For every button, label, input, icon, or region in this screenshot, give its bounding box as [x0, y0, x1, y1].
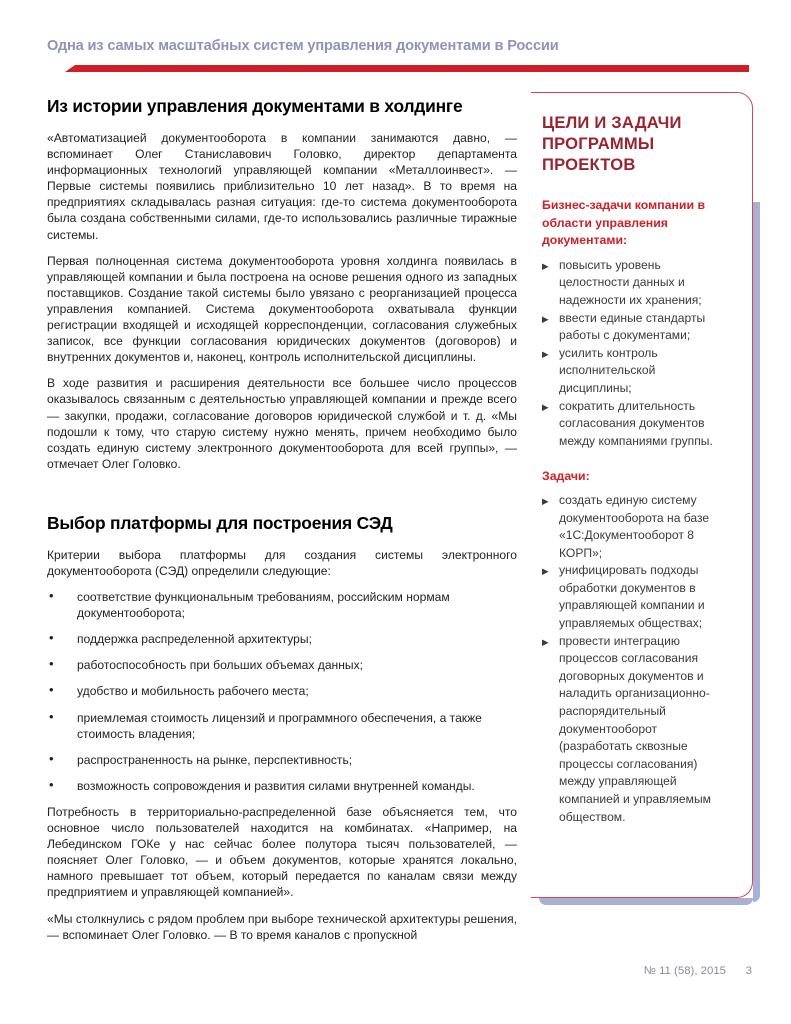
paragraph: В ходе развития и расширения деятельности все большее число процессов оказывалось связанным с деятельностью управляющей компании и прежде всего — закупки, продажи, согласование договоров юридической службой и т. д. «Мы подошли к тому, что старую систему нужно менять, причем необходимо было создать единую систему электронного документооборота для всей группы», — отмечает Олег Головко. [47, 376, 517, 471]
section-title-history: Из истории управления документами в холдинге [47, 96, 463, 116]
header-red-rule [65, 65, 749, 72]
list-item: ▶ создать единую систему документооборота на базе «1С:Документооборот 8 КОРП»; [542, 492, 728, 562]
footer-issue-label: № 11 (58), 2015 [643, 965, 726, 977]
sidebar-callout [531, 92, 753, 898]
paragraph: Потребность в территориально-распределенной базе объясняется тем, что основное число пользователей находится на комбинатах. «Например, на Лебединском ГОКе у нас сейчас более полутора тысяч пользователей, — поясняет Олег Головко, — и объем документов, которые хранятся локально, намного превышает тот объем, который передается по каналам связи между предприятием и управляющей компанией». [47, 804, 517, 900]
list-item: • работоспособность при больших объемах данных; [47, 657, 517, 673]
tasks-list [542, 492, 728, 826]
list-item: ▶ усилить контроль исполнительской дисциплины; [542, 345, 728, 398]
sidebar-subheading-business-goals: Бизнес-задачи компании в области управления документами: [542, 198, 706, 248]
running-header-title: Одна из самых масштабных систем управления документами в России [47, 38, 559, 54]
list-item: • соответствие функциональным требованиям, российским нормам документооборота; [47, 589, 517, 621]
sidebar-heading: ЦЕЛИ И ЗАДАЧИ ПРОГРАММЫ ПРОЕКТОВ [542, 113, 682, 174]
list-item: ▶ унифицировать подходы обработки документов в управляющей компании и управляемых обществах; [542, 562, 728, 632]
list-item: • возможность сопровождения и развития силами внутренней команды. [47, 778, 517, 794]
list-item: ▶ ввести единые стандарты работы с документами; [542, 310, 728, 345]
list-item: ▶ провести интеграцию процессов согласования договорных документов и наладить организационно-распорядительный документооборот (разработать сквозные процессы согласования) между управляющей компанией и управляемым обществом. [542, 633, 728, 827]
sidebar-shadow-bottom [539, 898, 753, 905]
paragraph: «Мы столкнулись с рядом проблем при выборе технической архитектуры решения, — вспоминает Олег Головко. — В то время каналов с пропускной [47, 911, 517, 942]
paragraph: «Автоматизацией документооборота в компании занимаются давно, — вспоминает Олег Станиславович Головко, директор департамента информационных технологий управляющей компании «Металлоинвест». — Первые системы появились приблизительно 10 лет назад». В то время на предприятиях складывалась разная ситуация: где-то система документооборота была создана собственными силами, где-то использовались различные тиражные системы. [47, 131, 517, 242]
list-item: • поддержка распределенной архитектуры; [47, 631, 517, 647]
footer-page-number: 3 [745, 965, 752, 977]
list-item: • распространенность на рынке, перспективность; [47, 752, 517, 768]
list-item: • приемлемая стоимость лицензий и программного обеспечения, а также стоимость владения; [47, 710, 517, 742]
criteria-list [47, 589, 517, 794]
section-title-platform: Выбор платформы для построения СЭД [47, 512, 393, 533]
page-running-header [0, 38, 791, 84]
page-footer [0, 965, 791, 981]
sidebar-subheading-tasks: Задачи: [542, 469, 590, 484]
list-item: ▶ повысить уровень целостности данных и надежности их хранения; [542, 257, 728, 310]
paragraph: Первая полноценная система документооборота уровня холдинга появилась в управляющей компании и была построена на основе решения одного из западных поставщиков. Создание такой системы было увязано с реорганизацией процесса управления компанией. Система документооборота охватывала функции регистрации входящей и исходящей корреспонденции, согласования служебных записок, все функции согласования юридических документов (договоров) и внутренних документов и, наконец, контроль исполнительской дисциплины. [47, 253, 517, 365]
list-item: • удобство и мобильность рабочего места; [47, 683, 517, 699]
paragraph: Критерии выбора платформы для создания системы электронного документооборота (СЭД) определили следующие: [47, 547, 517, 578]
main-article-column [47, 96, 517, 943]
sidebar-content [542, 112, 728, 826]
business-goals-list [542, 257, 728, 451]
sidebar-shadow-right [753, 202, 760, 902]
list-item: ▶ сократить длительность согласования документов между компаниями группы. [542, 398, 728, 451]
